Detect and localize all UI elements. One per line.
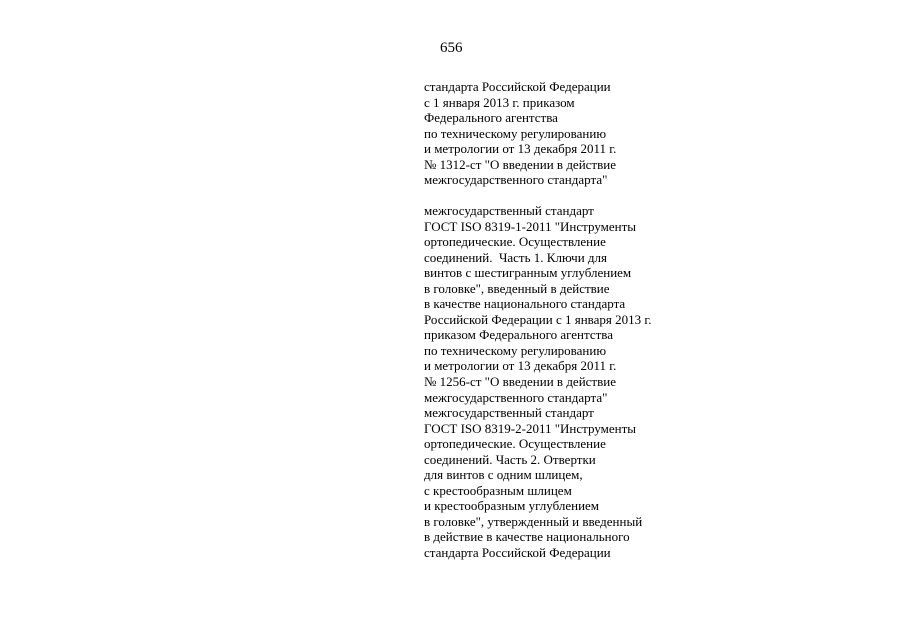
text-line: межгосударственного стандарта"	[424, 389, 608, 405]
text-block-1	[424, 79, 616, 188]
text-line: соединений. Часть 1. Ключи для	[424, 249, 607, 265]
text-line: ортопедические. Осуществление	[424, 234, 606, 250]
text-line: стандарта Российской Федерации	[424, 544, 611, 560]
text-line: и метрологии от 13 декабря 2011 г.	[424, 358, 617, 374]
text-line: в качестве национального стандарта	[424, 296, 626, 312]
text-line: межгосударственный стандарт	[424, 203, 594, 218]
text-line: в головке", введенный в действие	[424, 280, 610, 296]
text-line: № 1256-ст "О введении в действие	[424, 374, 616, 390]
text-line: стандарта Российской Федерации	[424, 79, 611, 94]
text-line: и метрологии от 13 декабря 2011 г.	[424, 141, 617, 157]
text-line: с 1 января 2013 г. приказом	[424, 94, 575, 110]
text-line: ортопедические. Осуществление	[424, 436, 606, 452]
text-line: приказом Федерального агентства	[424, 327, 614, 343]
text-line: Российской Федерации с 1 января 2013 г.	[424, 311, 652, 327]
text-line: межгосударственный стандарт	[424, 405, 594, 420]
text-line: № 1312-ст "О введении в действие	[424, 156, 616, 172]
text-line: межгосударственного стандарта"	[424, 172, 608, 188]
text-line: ГОСТ ISO 8319-1-2011 "Инструменты	[424, 218, 637, 234]
text-block-3	[424, 405, 642, 560]
text-line: для винтов с одним шлицем,	[424, 467, 583, 483]
text-line: с крестообразным шлицем	[424, 482, 572, 498]
text-block-2	[424, 203, 652, 405]
text-line: по техническому регулированию	[424, 342, 607, 358]
text-line: в действие в качестве национального	[424, 529, 630, 545]
text-line: в головке", утвержденный и введенный	[424, 513, 643, 529]
page-number: 656	[440, 40, 463, 56]
text-line: Федерального агентства	[424, 110, 558, 126]
text-line: ГОСТ ISO 8319-2-2011 "Инструменты	[424, 420, 637, 436]
text-line: соединений. Часть 2. Отвертки	[424, 451, 596, 467]
text-line: и крестообразным углублением	[424, 498, 600, 514]
text-line: по техническому регулированию	[424, 125, 607, 141]
text-line: винтов с шестигранным углублением	[424, 265, 632, 281]
